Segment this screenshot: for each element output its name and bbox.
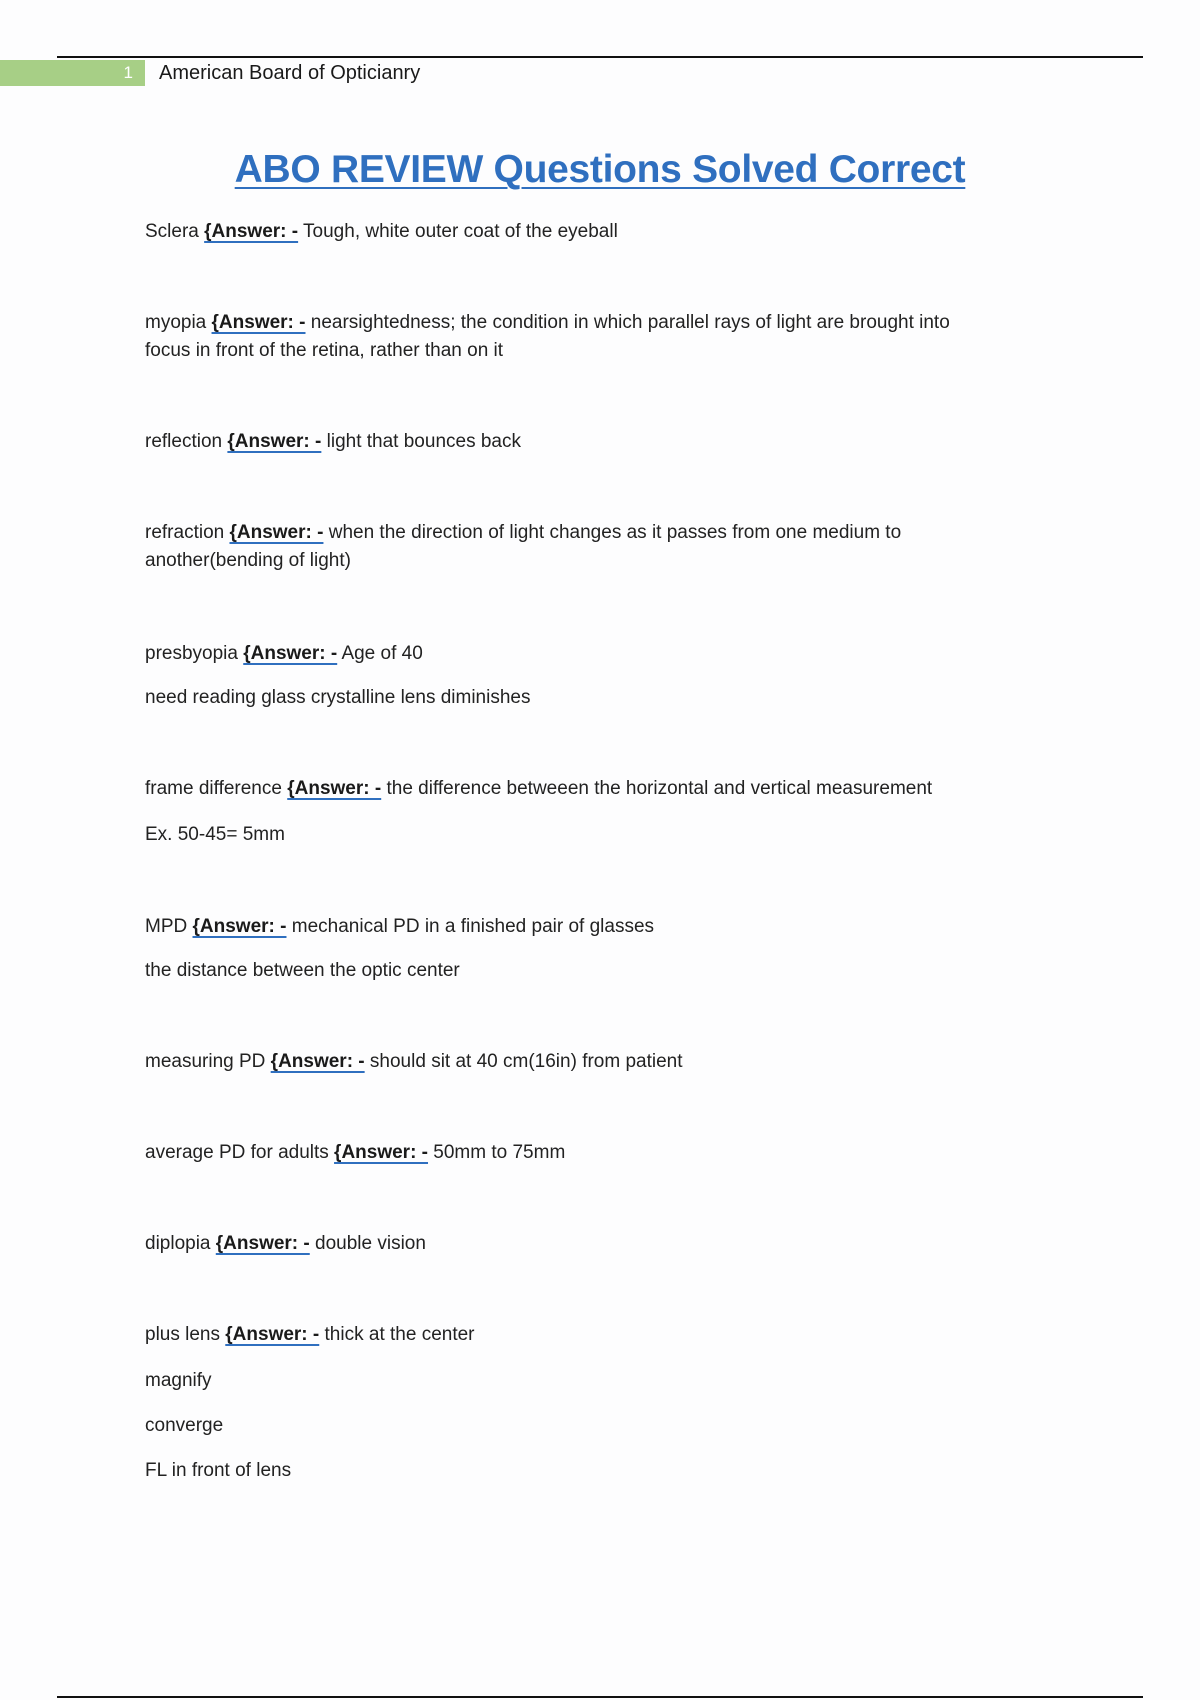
qa-term: presbyopia <box>145 643 238 664</box>
answer-tag: {Answer: - <box>225 1324 320 1345</box>
answer-tag: {Answer: - <box>215 1233 310 1254</box>
qa-line <box>145 218 1045 246</box>
qa-answer: Age of 40 <box>341 643 423 664</box>
qa-item-myopia <box>145 309 1045 365</box>
qa-line <box>145 913 1045 941</box>
document-title: ABO REVIEW Questions Solved Correct <box>234 148 966 191</box>
qa-line <box>145 519 1045 547</box>
qa-term: measuring PD <box>145 1051 266 1072</box>
qa-item-reflection <box>145 428 1045 456</box>
qa-answer-continuation: another(bending of light) <box>145 550 351 571</box>
qa-line <box>145 1230 1045 1258</box>
qa-line <box>145 1321 1045 1349</box>
qa-answer: 50mm to 75mm <box>433 1142 566 1163</box>
qa-answer: when the direction of light changes as it passes from one medium to <box>328 522 902 543</box>
qa-term: plus lens <box>145 1324 220 1345</box>
qa-line <box>145 1139 1045 1167</box>
qa-answer: thick at the center <box>324 1324 475 1345</box>
page-number-bar <box>0 60 145 86</box>
qa-extra-line: converge <box>145 1415 224 1436</box>
answer-tag: {Answer: - <box>270 1051 365 1072</box>
qa-line <box>145 775 1045 803</box>
qa-answer: the difference betweeen the horizontal and vertical measurement <box>386 778 933 799</box>
qa-term: frame difference <box>145 778 282 799</box>
answer-tag: {Answer: - <box>334 1142 429 1163</box>
answer-tag: {Answer: - <box>229 522 324 543</box>
qa-answer: Tough, white outer coat of the eyeball <box>303 221 618 242</box>
answer-tag: {Answer: - <box>227 431 322 452</box>
footer-rule <box>57 1696 1143 1698</box>
qa-item-frame-difference <box>145 775 1045 849</box>
qa-answer: light that bounces back <box>326 431 521 452</box>
qa-line <box>145 428 1045 456</box>
answer-tag: {Answer: - <box>192 916 287 937</box>
answer-tag: {Answer: - <box>287 778 382 799</box>
page-number: 1 <box>123 63 133 82</box>
qa-term: diplopia <box>145 1233 211 1254</box>
qa-term: refraction <box>145 522 225 543</box>
qa-item-refraction <box>145 519 1045 575</box>
qa-answer-continuation: focus in front of the retina, rather than on it <box>145 340 504 361</box>
qa-item-sclera <box>145 218 1045 246</box>
qa-term: MPD <box>145 916 188 937</box>
qa-answer: mechanical PD in a finished pair of glasses <box>291 916 655 937</box>
qa-extra-line: Ex. 50-45= 5mm <box>145 824 285 845</box>
qa-line <box>145 640 1045 668</box>
qa-line <box>145 309 1045 337</box>
qa-answer: double vision <box>315 1233 426 1254</box>
answer-tag: {Answer: - <box>204 221 299 242</box>
qa-term: average PD for adults <box>145 1142 329 1163</box>
qa-answer: nearsightedness; the condition in which parallel rays of light are brought into <box>310 312 950 333</box>
qa-item-measuring-pd <box>145 1048 1045 1076</box>
qa-item-diplopia <box>145 1230 1045 1258</box>
qa-answer: should sit at 40 cm(16in) from patient <box>369 1051 683 1072</box>
qa-term: Sclera <box>145 221 199 242</box>
answer-tag: {Answer: - <box>211 312 306 333</box>
qa-extra-line: FL in front of lens <box>145 1460 292 1481</box>
qa-line <box>145 1048 1045 1076</box>
qa-extra-line: need reading glass crystalline lens diminishes <box>145 687 531 708</box>
qa-extra-line: magnify <box>145 1370 212 1391</box>
qa-term: reflection <box>145 431 223 452</box>
qa-item-presbyopia <box>145 640 1045 712</box>
qa-item-average-pd <box>145 1139 1045 1167</box>
answer-tag: {Answer: - <box>243 643 338 664</box>
qa-term: myopia <box>145 312 207 333</box>
qa-extra-line: the distance between the optic center <box>145 960 460 981</box>
qa-item-mpd <box>145 913 1045 985</box>
qa-item-plus-lens <box>145 1321 1045 1485</box>
header-rule <box>57 56 1143 58</box>
running-header-title: American Board of Opticianry <box>159 62 421 84</box>
